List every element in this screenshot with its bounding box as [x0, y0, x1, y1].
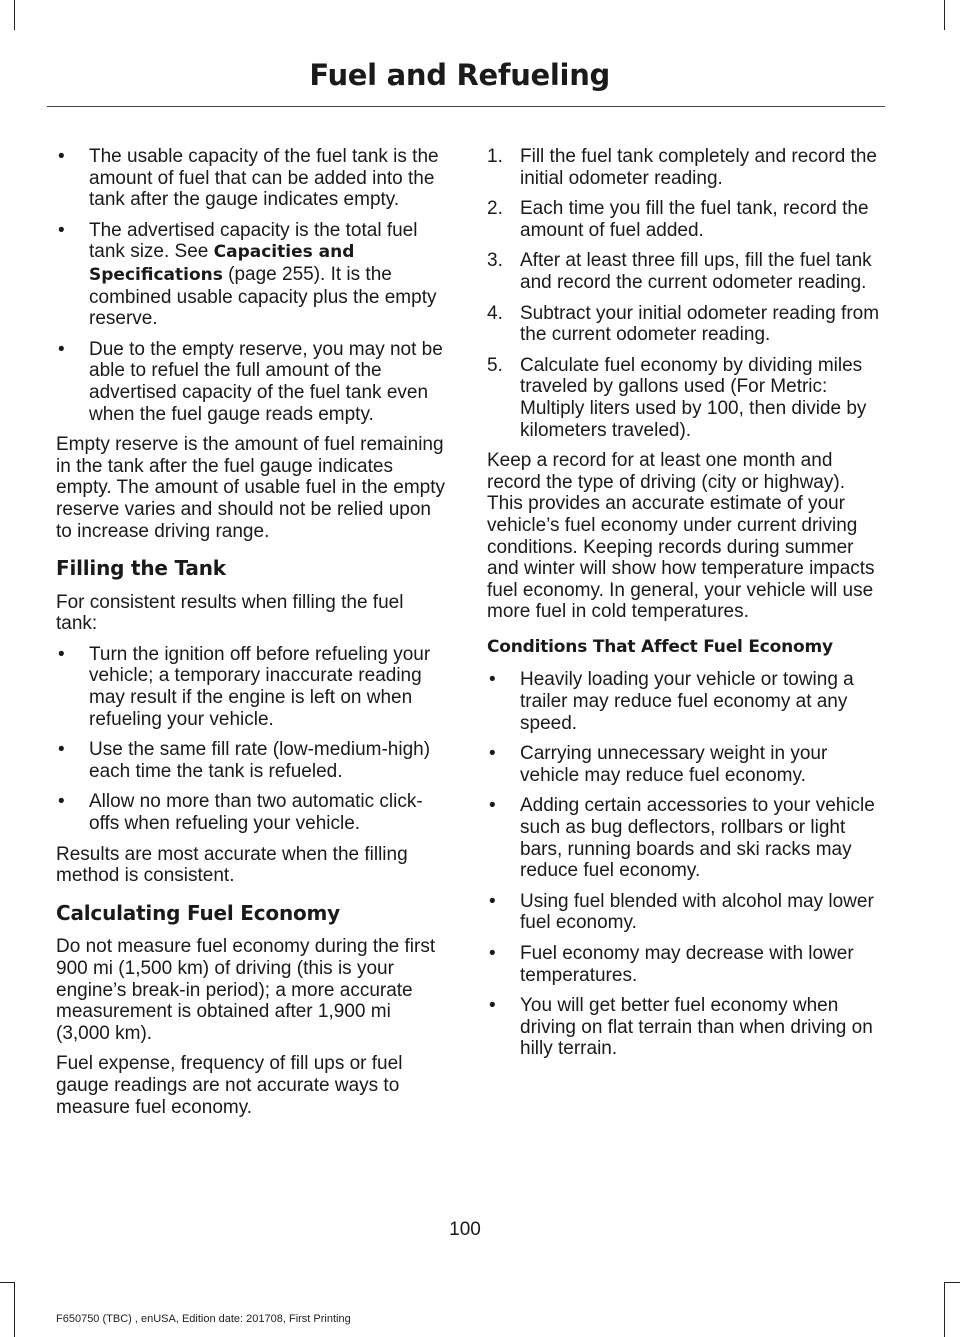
- bullet-mark: •: [489, 795, 496, 817]
- bullet-text: Adding certain accessories to your vehicle such as bug deflectors, rollbars or light bars, running boards and ski racks may reduce fuel economy.: [520, 795, 875, 882]
- list-item: [487, 943, 881, 986]
- list-item: [487, 250, 881, 293]
- left-column: [56, 146, 448, 1127]
- bullet-text: Fuel economy may decrease with lower temperatures.: [520, 943, 854, 986]
- calculating-paragraph-1: Do not measure fuel economy during the first 900 mi (1,500 km) of driving (this is your engine’s break-in period); a more accurate measurement is obtained after 1,900 mi (3,000 km).: [56, 936, 436, 1044]
- step-number: 2.: [487, 198, 503, 220]
- list-item: [487, 795, 881, 881]
- bullet-mark: •: [58, 643, 65, 665]
- capacities-reference-link[interactable]: Capacities and Specifications: [89, 242, 355, 285]
- bullet-mark: •: [58, 219, 65, 241]
- crop-mark-bottom-left-horizontal: [0, 1282, 15, 1283]
- step-number: 1.: [487, 146, 503, 167]
- list-item: [487, 198, 881, 241]
- list-item: [487, 303, 881, 346]
- right-column: [487, 146, 881, 1069]
- footer-edition-info: F650750 (TBC) , enUSA, Edition date: 201708, First Printing: [56, 1313, 351, 1325]
- filling-bullet-list: [56, 644, 448, 835]
- bullet-mark: •: [58, 146, 65, 167]
- list-item: [487, 146, 881, 189]
- bullet-text-post: (page 255). It is the combined usable capacity plus the empty reserve.: [89, 263, 437, 330]
- page-number: 100: [449, 1219, 481, 1240]
- list-item: [487, 355, 881, 441]
- step-text: After at least three fill ups, fill the fuel tank and record the current odometer reading.: [520, 250, 872, 293]
- title-divider: [47, 106, 885, 107]
- bullet-text: Carrying unnecessary weight in your vehicle may reduce fuel economy.: [520, 743, 828, 786]
- bullet-text: Due to the empty reserve, you may not be able to refuel the full amount of the advertised capacity of the fuel tank even when the fuel gauge reads empty.: [89, 338, 443, 425]
- step-number: 3.: [487, 250, 503, 272]
- calculating-paragraph-2: Fuel expense, frequency of fill ups or fuel gauge readings are not accurate ways to measure fuel economy.: [56, 1053, 403, 1118]
- list-item: [487, 891, 881, 934]
- crop-mark-bottom-right-vertical: [944, 1282, 945, 1337]
- step-text: Subtract your initial odometer reading from the current odometer reading.: [520, 302, 880, 346]
- capacity-bullet-list: [56, 146, 448, 425]
- list-item: [487, 743, 881, 786]
- step-text: Calculate fuel economy by dividing miles traveled by gallons used (For Metric: Multiply liters used by 100, then divide by kilometers traveled).: [520, 354, 867, 441]
- bullet-text-pre: The advertised capacity is the total fuel tank size. See: [89, 219, 418, 263]
- record-paragraph: Keep a record for at least one month and record the type of driving (city or highway). This provides an accurate estimate of your vehicle’s fuel economy under current driving conditions. Keeping records during summer and winter will show how temperature impacts fuel economy. In general, your vehicle will use more fuel in cold temperatures.: [487, 450, 875, 623]
- calculating-heading: Calculating Fuel Economy: [56, 900, 341, 925]
- filling-tank-heading: Filling the Tank: [56, 556, 226, 581]
- bullet-text: Heavily loading your vehicle or towing a trailer may reduce fuel economy at any speed.: [520, 669, 854, 734]
- list-item: [56, 739, 448, 782]
- list-item: [487, 669, 881, 734]
- step-text: Fill the fuel tank completely and record the initial odometer reading.: [520, 146, 877, 189]
- list-item: [56, 146, 448, 211]
- bullet-text: You will get better fuel economy when driving on flat terrain than when driving on hilly terrain.: [520, 995, 873, 1060]
- list-item: [487, 995, 881, 1060]
- list-item: [56, 339, 448, 425]
- step-number: 5.: [487, 354, 503, 376]
- filling-result-paragraph: Results are most accurate when the filling method is consistent.: [56, 843, 408, 887]
- crop-mark-bottom-right-horizontal: [944, 1282, 960, 1283]
- filling-intro: For consistent results when filling the fuel tank:: [56, 591, 404, 635]
- bullet-text: The usable capacity of the fuel tank is the amount of fuel that can be added into the tank after the gauge indicates empty.: [89, 146, 439, 211]
- bullet-text: Using fuel blended with alcohol may lower fuel economy.: [520, 890, 874, 934]
- step-number: 4.: [487, 302, 503, 324]
- conditions-heading: Conditions That Affect Fuel Economy: [487, 636, 833, 657]
- list-item: [56, 644, 448, 730]
- bullet-mark: •: [58, 338, 65, 360]
- conditions-bullet-list: [487, 669, 881, 1060]
- crop-mark-top-right: [944, 0, 945, 30]
- bullet-mark: •: [489, 995, 496, 1017]
- page-title: Fuel and Refueling: [309, 58, 610, 92]
- list-item: [56, 791, 448, 834]
- steps-list: [487, 146, 881, 441]
- bullet-mark: •: [489, 943, 496, 964]
- crop-mark-bottom-left-vertical: [14, 1282, 15, 1337]
- bullet-mark: •: [489, 743, 496, 765]
- bullet-text: Turn the ignition off before refueling your vehicle; a temporary inaccurate reading may result if the engine is left on when refueling your vehicle.: [89, 643, 431, 730]
- bullet-mark: •: [489, 890, 496, 912]
- bullet-mark: •: [58, 791, 65, 813]
- empty-reserve-paragraph: Empty reserve is the amount of fuel remaining in the tank after the fuel gauge indicates empty. The amount of usable fuel in the empty reserve varies and should not be relied upon to increase driving range.: [56, 434, 446, 542]
- bullet-text: Use the same fill rate (low-medium-high) each time the tank is refueled.: [89, 739, 431, 782]
- step-text: Each time you fill the fuel tank, record the amount of fuel added.: [520, 198, 869, 241]
- crop-mark-top-left: [14, 0, 15, 30]
- bullet-mark: •: [58, 739, 65, 761]
- list-item: [56, 220, 448, 330]
- bullet-mark: •: [489, 669, 496, 691]
- bullet-text: Allow no more than two automatic click-offs when refueling your vehicle.: [89, 791, 423, 835]
